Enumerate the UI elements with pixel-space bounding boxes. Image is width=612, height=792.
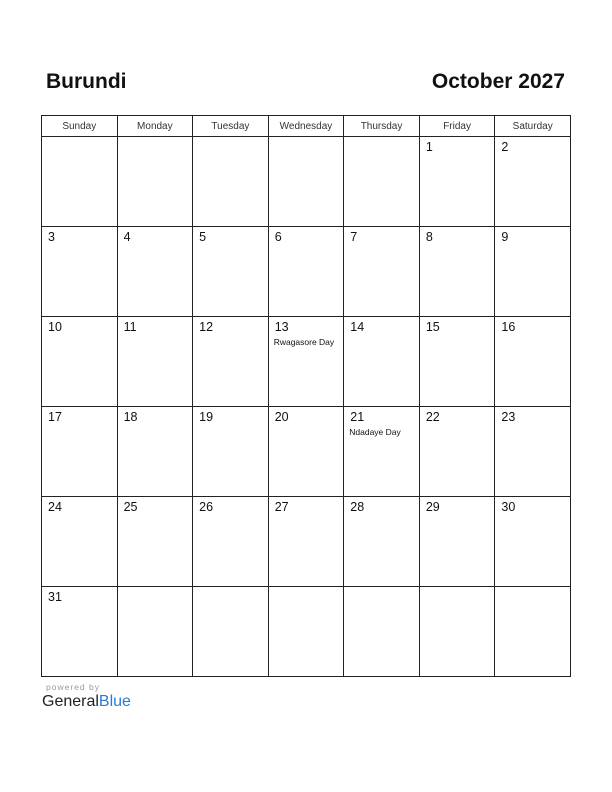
day-cell <box>117 497 193 587</box>
week-row <box>42 137 571 227</box>
day-number: 6 <box>274 230 282 244</box>
day-number <box>420 587 495 590</box>
day-number: 4 <box>123 230 131 244</box>
day-cell <box>42 587 118 677</box>
holiday-label: Ndadaye Day <box>349 427 401 437</box>
day-cell <box>344 227 420 317</box>
holiday-label: Rwagasore Day <box>273 337 335 347</box>
day-number: 15 <box>425 320 440 334</box>
powered-by-text: powered by <box>46 682 100 692</box>
day-cell <box>117 227 193 317</box>
day-cell <box>268 407 344 497</box>
day-number: 2 <box>501 140 509 154</box>
day-number: 10 <box>48 320 62 334</box>
day-cell <box>117 587 193 677</box>
day-cell <box>268 497 344 587</box>
day-number: 25 <box>123 500 138 514</box>
country-title: Burundi <box>46 70 127 93</box>
day-cell <box>419 587 495 677</box>
weekday-monday: Monday <box>117 116 193 137</box>
day-number: 29 <box>425 500 440 514</box>
weekday-sunday: Sunday <box>42 116 118 137</box>
day-number <box>42 137 117 140</box>
day-number <box>269 137 344 140</box>
day-cell <box>419 407 495 497</box>
brand-logo[interactable] <box>42 693 131 711</box>
day-number: 23 <box>501 410 516 424</box>
day-cell <box>117 407 193 497</box>
day-cell <box>42 407 118 497</box>
day-cell <box>495 407 571 497</box>
day-cell <box>193 497 269 587</box>
day-cell <box>42 497 118 587</box>
day-number: 13 <box>274 320 289 334</box>
brand-general: General <box>42 693 99 710</box>
day-cell <box>268 587 344 677</box>
day-number: 20 <box>274 410 289 424</box>
day-cell <box>495 227 571 317</box>
week-row <box>42 407 571 497</box>
day-number <box>118 137 193 140</box>
day-cell <box>419 497 495 587</box>
day-number <box>193 137 268 140</box>
day-number <box>495 587 570 590</box>
day-cell <box>193 317 269 407</box>
day-cell <box>495 137 571 227</box>
day-cell <box>344 317 420 407</box>
day-number <box>118 587 193 590</box>
day-number: 5 <box>199 230 207 244</box>
day-cell <box>42 137 118 227</box>
day-cell <box>268 317 344 407</box>
weekday-tuesday: Tuesday <box>193 116 269 137</box>
day-cell <box>495 587 571 677</box>
day-cell <box>193 137 269 227</box>
day-cell <box>344 407 420 497</box>
day-cell <box>42 227 118 317</box>
day-number: 26 <box>199 500 214 514</box>
day-cell <box>419 227 495 317</box>
day-number: 21 <box>350 410 365 424</box>
day-number <box>344 137 419 140</box>
week-row <box>42 227 571 317</box>
day-cell <box>419 317 495 407</box>
day-number: 9 <box>501 230 509 244</box>
day-cell <box>495 497 571 587</box>
day-number: 22 <box>425 410 440 424</box>
calendar-grid <box>41 115 571 677</box>
day-number: 24 <box>48 500 62 514</box>
day-cell <box>344 497 420 587</box>
day-cell <box>117 137 193 227</box>
day-number: 11 <box>123 320 137 334</box>
weekday-wednesday: Wednesday <box>268 116 344 137</box>
weekday-header-row <box>42 116 571 137</box>
day-number: 16 <box>501 320 516 334</box>
weekday-friday: Friday <box>419 116 495 137</box>
day-number: 19 <box>199 410 214 424</box>
day-cell <box>193 227 269 317</box>
day-cell <box>268 137 344 227</box>
day-cell <box>193 587 269 677</box>
day-number: 12 <box>199 320 214 334</box>
day-cell <box>419 137 495 227</box>
day-number: 28 <box>350 500 365 514</box>
weekday-thursday: Thursday <box>344 116 420 137</box>
month-title: October 2027 <box>431 70 565 93</box>
day-number: 8 <box>425 230 433 244</box>
day-number: 17 <box>48 410 62 424</box>
day-cell <box>495 317 571 407</box>
day-number <box>193 587 268 590</box>
week-row <box>42 497 571 587</box>
day-cell <box>117 317 193 407</box>
day-number <box>344 587 419 590</box>
day-number: 18 <box>123 410 138 424</box>
day-number: 1 <box>425 140 433 154</box>
day-cell <box>344 137 420 227</box>
day-number: 7 <box>350 230 358 244</box>
brand-blue: Blue <box>98 693 131 710</box>
day-number: 3 <box>48 230 55 244</box>
day-cell <box>42 317 118 407</box>
week-row <box>42 317 571 407</box>
day-cell <box>344 587 420 677</box>
day-cell <box>193 407 269 497</box>
day-number: 30 <box>501 500 516 514</box>
day-number: 27 <box>274 500 289 514</box>
day-number: 31 <box>48 590 62 604</box>
day-number <box>269 587 344 590</box>
day-cell <box>268 227 344 317</box>
day-number: 14 <box>350 320 365 334</box>
week-row <box>42 587 571 677</box>
weekday-saturday: Saturday <box>495 116 571 137</box>
